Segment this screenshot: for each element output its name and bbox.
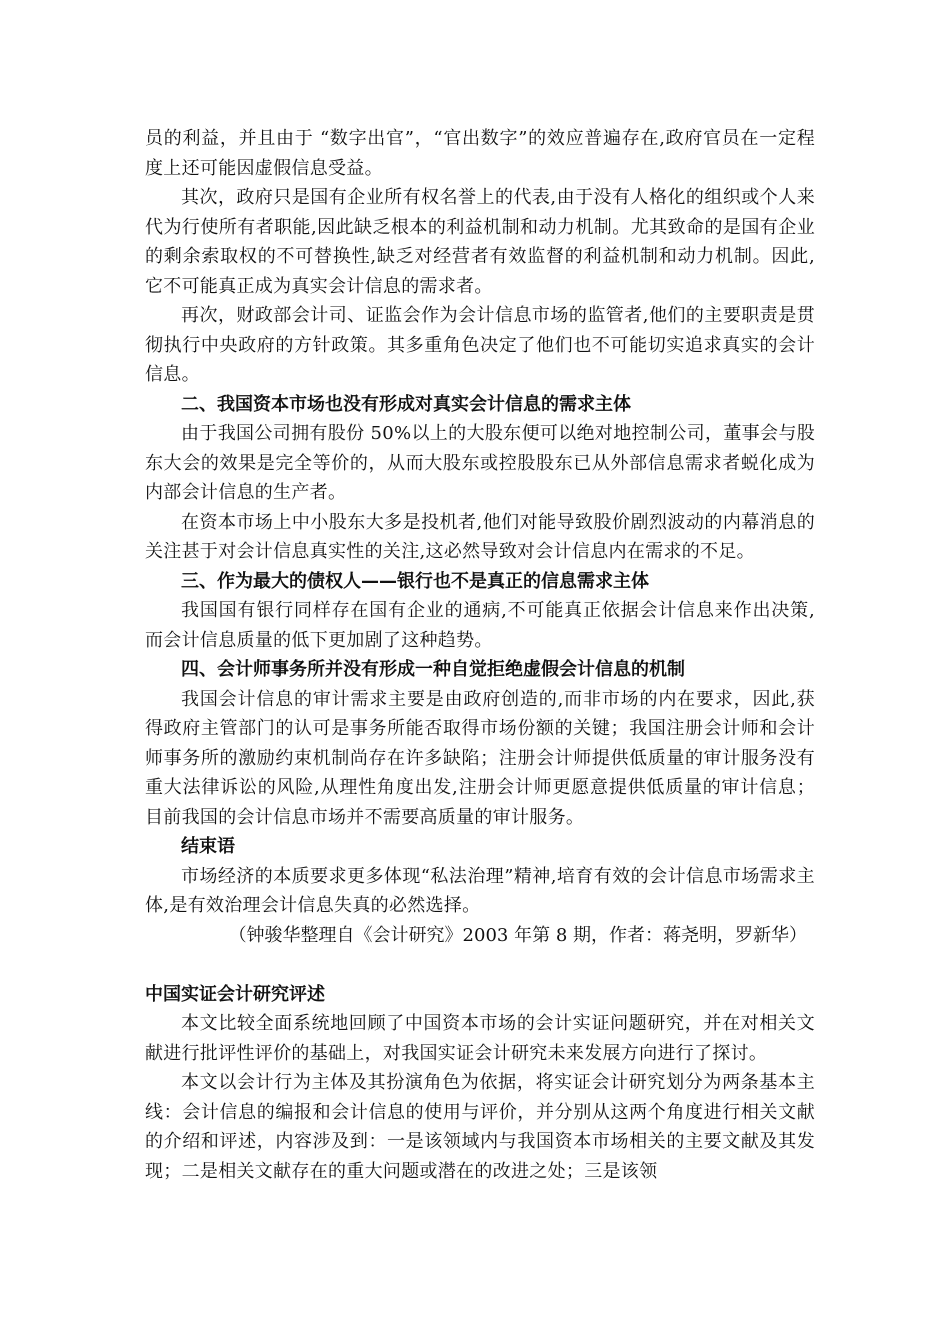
- paragraph: 再次，财政部会计司、证监会作为会计信息市场的监管者,他们的主要职责是贯彻执行中央政府的方针政策。其多重角色决定了他们也不可能切实追求真实的会计信息。: [145, 305, 815, 385]
- paragraph: 我国会计信息的审计需求主要是由政府创造的,而非市场的内在要求，因此,获得政府主管部门的认可是事务所能否取得市场份额的关键；我国注册会计师和会计师事务所的激励约束机制尚存在许多缺陷；注册会计师提供低质量的审计服务没有重大法律诉讼的风险,从理性角度出发,注册会计师更愿意提供低质量的审计信息；目前我国的会计信息市场并不需要高质量的审计服务。: [145, 688, 815, 828]
- paragraph: 由于我国公司拥有股份 50%以上的大股东便可以绝对地控制公司，董事会与股东大会的效果是完全等价的，从而大股东或控股股东已从外部信息需求者蜕化成为内部会计信息的生产者。: [145, 423, 815, 503]
- paragraph: 其次，政府只是国有企业所有权名誉上的代表,由于没有人格化的组织或个人来代为行使所有者职能,因此缺乏根本的利益机制和动力机制。尤其致命的是国有企业的剩余索取权的不可替换性,缺乏对经营者有效监督的利益机制和动力机制。因此,它不可能真正成为真实会计信息的需求者。: [145, 187, 815, 297]
- paragraph: 市场经济的本质要求更多体现“私法治理”精神,培育有效的会计信息市场需求主体,是有效治理会计信息失真的必然选择。: [145, 865, 815, 916]
- paragraph: 在资本市场上中小股东大多是投机者,他们对能导致股价剧烈波动的内幕消息的关注甚于对会计信息真实性的关注,这必然导致对会计信息内在需求的不足。: [145, 511, 815, 562]
- paragraph: 我国国有银行同样存在国有企业的通病,不可能真正依据会计信息来作出决策,而会计信息质量的低下更加剧了这种趋势。: [145, 600, 815, 651]
- paragraph: 本文以会计行为主体及其扮演角色为依据，将实证会计研究划分为两条基本主线：会计信息的编报和会计信息的使用与评价，并分别从这两个角度进行相关文献的介绍和评述，内容涉及到：一是该领域内与我国资本市场相关的主要文献及其发现；二是相关文献存在的重大问题或潜在的改进之处；三是该领: [145, 1072, 815, 1182]
- paragraph: 员的利益，并且由于 “数字出官”，“官出数字”的效应普遍存在,政府官员在一定程度上还可能因虚假信息受益。: [145, 128, 815, 179]
- source-citation: （钟骏华整理自《会计研究》2003 年第 8 期，作者：蒋尧明，罗新华）: [228, 924, 807, 946]
- spacer: [145, 950, 815, 980]
- section-heading: 结束语: [181, 836, 235, 857]
- paragraph: 本文比较全面系统地回顾了中国资本市场的会计实证问题研究，并在对相关文献进行批评性评价的基础上，对我国实证会计研究未来发展方向进行了探讨。: [145, 1013, 815, 1064]
- section-heading: 三、作为最大的债权人——银行也不是真正的信息需求主体: [181, 570, 649, 592]
- article-title: 中国实证会计研究评述: [145, 983, 325, 1005]
- section-heading: 二、我国资本市场也没有形成对真实会计信息的需求主体: [181, 393, 631, 415]
- document-body: [145, 124, 815, 1186]
- section-heading: 四、会计师事务所并没有形成一种自觉拒绝虚假会计信息的机制: [181, 659, 685, 680]
